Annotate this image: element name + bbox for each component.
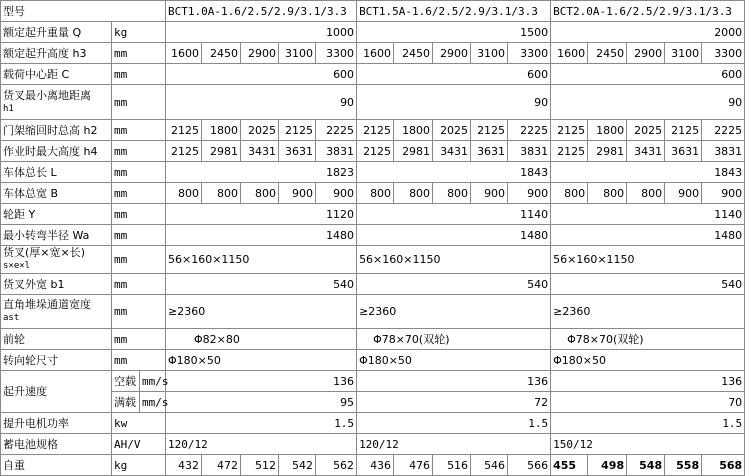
value-cell: 2025: [433, 120, 471, 141]
value-cell: 136: [357, 371, 551, 392]
value-cell: 432: [166, 455, 202, 476]
label-line: h1: [3, 103, 14, 114]
value-cell: 3631: [279, 141, 316, 162]
value-cell: 540: [357, 274, 551, 295]
value-cell: 3431: [627, 141, 665, 162]
value-cell: 120/12: [357, 434, 551, 455]
value-cell: 900: [279, 183, 316, 204]
row-label: 载荷中心距 C: [1, 64, 112, 85]
value-cell: 3631: [471, 141, 508, 162]
row-label: 提升电机功率: [1, 413, 112, 434]
sub-label: 满载: [112, 392, 140, 413]
value-cell: 95: [166, 392, 357, 413]
row-label: 前轮: [1, 329, 112, 350]
value-cell: ≥2360: [551, 295, 745, 329]
value-cell: 900: [665, 183, 702, 204]
value-cell: 2900: [627, 43, 665, 64]
label-line: 货叉最小离地距离: [3, 88, 91, 102]
value-cell: 2125: [551, 141, 588, 162]
value-cell: 2450: [588, 43, 627, 64]
row-label: [1, 246, 112, 274]
value-cell: 3300: [508, 43, 551, 64]
value-cell: Φ180×50: [551, 350, 745, 371]
value-cell: 558: [665, 455, 702, 476]
model-label: 型号: [1, 1, 166, 22]
value-cell: 3831: [508, 141, 551, 162]
value-cell: 1120: [166, 204, 357, 225]
table-row: [1, 455, 745, 476]
value-cell: 800: [627, 183, 665, 204]
value-cell: 2125: [279, 120, 316, 141]
value-cell: 70: [551, 392, 745, 413]
value-cell: 2125: [166, 141, 202, 162]
value-cell: 56×160×1150: [166, 246, 357, 274]
unit-cell: mm/s: [140, 392, 166, 413]
value-cell: 90: [551, 85, 745, 120]
value-cell: 800: [202, 183, 241, 204]
value-cell: 455: [551, 455, 588, 476]
value-cell: 2981: [394, 141, 433, 162]
unit-cell: mm: [112, 204, 166, 225]
value-cell: 2125: [357, 141, 394, 162]
value-cell: 2125: [471, 120, 508, 141]
unit-cell: kg: [112, 455, 166, 476]
unit-cell: mm: [112, 162, 166, 183]
value-cell: 566: [508, 455, 551, 476]
table-row: [1, 371, 745, 392]
value-cell: 2125: [551, 120, 588, 141]
unit-cell: mm: [112, 64, 166, 85]
table-row: [1, 22, 745, 43]
value-cell: Φ78×70(双轮): [551, 329, 745, 350]
table-row: [1, 329, 745, 350]
table-row: [1, 434, 745, 455]
value-cell: 800: [394, 183, 433, 204]
value-cell: Φ180×50: [166, 350, 357, 371]
unit-cell: kw: [112, 413, 166, 434]
row-label: [1, 371, 112, 413]
value-cell: 800: [551, 183, 588, 204]
row-label: 额定起升重量 Q: [1, 22, 112, 43]
value-cell: 3100: [471, 43, 508, 64]
value-cell: 1480: [551, 225, 745, 246]
value-cell: 3431: [433, 141, 471, 162]
value-cell: 800: [433, 183, 471, 204]
value-cell: 2900: [241, 43, 279, 64]
value-cell: 120/12: [166, 434, 357, 455]
value-cell: 600: [166, 64, 357, 85]
label-line: 直角堆垛通道宽度: [3, 298, 91, 311]
table-row: [1, 392, 745, 413]
lift-speed-label: 起升速度: [3, 385, 47, 398]
value-cell: 540: [551, 274, 745, 295]
value-cell: 540: [166, 274, 357, 295]
row-label: 额定起升高度 h3: [1, 43, 112, 64]
value-cell: 498: [588, 455, 627, 476]
value-cell: 2225: [316, 120, 357, 141]
table-row: [1, 85, 745, 120]
value-cell: ≥2360: [166, 295, 357, 329]
table-row: [1, 413, 745, 434]
table-row: [1, 120, 745, 141]
unit-cell: mm: [112, 85, 166, 120]
value-cell: 472: [202, 455, 241, 476]
value-cell: 1823: [166, 162, 357, 183]
value-cell: 562: [316, 455, 357, 476]
row-label: 自重: [1, 455, 112, 476]
value-cell: 1500: [357, 22, 551, 43]
value-cell: 1600: [166, 43, 202, 64]
value-cell: 56×160×1150: [551, 246, 745, 274]
value-cell: 3431: [241, 141, 279, 162]
value-cell: 136: [166, 371, 357, 392]
unit-cell: AH/V: [112, 434, 166, 455]
unit-cell: mm: [112, 225, 166, 246]
value-cell: 2450: [202, 43, 241, 64]
unit-cell: mm: [112, 246, 166, 274]
value-cell: 1.5: [166, 413, 357, 434]
value-cell: Φ82×80: [166, 329, 357, 350]
row-label: 轮距 Y: [1, 204, 112, 225]
value-cell: 800: [588, 183, 627, 204]
table-row: [1, 225, 745, 246]
value-cell: 56×160×1150: [357, 246, 551, 274]
value-cell: 600: [551, 64, 745, 85]
table-row: [1, 162, 745, 183]
value-cell: 1800: [202, 120, 241, 141]
value-cell: 2125: [665, 120, 702, 141]
value-cell: 1000: [166, 22, 357, 43]
row-label: [1, 85, 112, 120]
value-cell: 2125: [166, 120, 202, 141]
table-row: [1, 43, 745, 64]
table-row: [1, 64, 745, 85]
unit-cell: mm: [112, 43, 166, 64]
label-line: 货叉(厚×宽×长): [3, 246, 86, 259]
row-label: 车体总长 L: [1, 162, 112, 183]
row-label: 货叉外宽 b1: [1, 274, 112, 295]
value-cell: 90: [166, 85, 357, 120]
value-cell: 1843: [357, 162, 551, 183]
unit-cell: kg: [112, 22, 166, 43]
value-cell: 1140: [357, 204, 551, 225]
unit-cell: mm: [112, 329, 166, 350]
value-cell: 136: [551, 371, 745, 392]
row-label: 最小转弯半径 Wa: [1, 225, 112, 246]
row-label: 作业时最大高度 h4: [1, 141, 112, 162]
unit-cell: mm: [112, 274, 166, 295]
model-name: BCT1.5A-1.6/2.5/2.9/3.1/3.3: [357, 1, 551, 22]
value-cell: 3831: [702, 141, 745, 162]
model-name: BCT1.0A-1.6/2.5/2.9/3.1/3.3: [166, 1, 357, 22]
value-cell: 476: [394, 455, 433, 476]
row-label: 车体总宽 B: [1, 183, 112, 204]
value-cell: 516: [433, 455, 471, 476]
value-cell: 2225: [508, 120, 551, 141]
value-cell: 800: [166, 183, 202, 204]
label-line: s×e×l: [3, 261, 31, 271]
value-cell: 90: [357, 85, 551, 120]
value-cell: 2981: [202, 141, 241, 162]
value-cell: 1600: [551, 43, 588, 64]
table-row: [1, 295, 745, 329]
table-row: [1, 246, 745, 274]
unit-cell: mm: [112, 120, 166, 141]
value-cell: Φ180×50: [357, 350, 551, 371]
value-cell: 3100: [279, 43, 316, 64]
value-cell: Φ78×70(双轮): [357, 329, 551, 350]
unit-cell: mm: [112, 350, 166, 371]
value-cell: 2025: [241, 120, 279, 141]
row-label: 蓄电池规格: [1, 434, 112, 455]
unit-cell: mm: [112, 295, 166, 329]
value-cell: 542: [279, 455, 316, 476]
unit-cell: mm: [112, 183, 166, 204]
row-label: 门架缩回时总高 h2: [1, 120, 112, 141]
value-cell: 600: [357, 64, 551, 85]
row-label: 转向轮尺寸: [1, 350, 112, 371]
value-cell: 2450: [394, 43, 433, 64]
value-cell: 150/12: [551, 434, 745, 455]
value-cell: 1.5: [551, 413, 745, 434]
value-cell: 1843: [551, 162, 745, 183]
header-row: [1, 1, 745, 22]
value-cell: 2981: [588, 141, 627, 162]
value-cell: 1480: [166, 225, 357, 246]
value-cell: 3831: [316, 141, 357, 162]
table-row: [1, 274, 745, 295]
table-row: [1, 350, 745, 371]
value-cell: 2225: [702, 120, 745, 141]
unit-cell: mm/s: [140, 371, 166, 392]
value-cell: 548: [627, 455, 665, 476]
value-cell: 1800: [394, 120, 433, 141]
value-cell: 568: [702, 455, 745, 476]
value-cell: 3300: [316, 43, 357, 64]
value-cell: 1.5: [357, 413, 551, 434]
table-row: [1, 141, 745, 162]
table-row: [1, 183, 745, 204]
row-label: [1, 295, 112, 329]
value-cell: 2900: [433, 43, 471, 64]
value-cell: 436: [357, 455, 394, 476]
value-cell: 546: [471, 455, 508, 476]
value-cell: 2000: [551, 22, 745, 43]
value-cell: 72: [357, 392, 551, 413]
value-cell: ≥2360: [357, 295, 551, 329]
value-cell: 900: [702, 183, 745, 204]
table-row: [1, 204, 745, 225]
value-cell: 2125: [357, 120, 394, 141]
unit-cell: mm: [112, 141, 166, 162]
value-cell: 800: [241, 183, 279, 204]
value-cell: 900: [508, 183, 551, 204]
value-cell: 900: [471, 183, 508, 204]
value-cell: 1600: [357, 43, 394, 64]
value-cell: 900: [316, 183, 357, 204]
sub-label: 空载: [112, 371, 140, 392]
value-cell: 3300: [702, 43, 745, 64]
value-cell: 1140: [551, 204, 745, 225]
value-cell: 3631: [665, 141, 702, 162]
model-name: BCT2.0A-1.6/2.5/2.9/3.1/3.3: [551, 1, 745, 22]
value-cell: 512: [241, 455, 279, 476]
value-cell: 800: [357, 183, 394, 204]
value-cell: 1800: [588, 120, 627, 141]
value-cell: 3100: [665, 43, 702, 64]
label-line: ast: [3, 313, 20, 323]
value-cell: 2025: [627, 120, 665, 141]
value-cell: 1480: [357, 225, 551, 246]
